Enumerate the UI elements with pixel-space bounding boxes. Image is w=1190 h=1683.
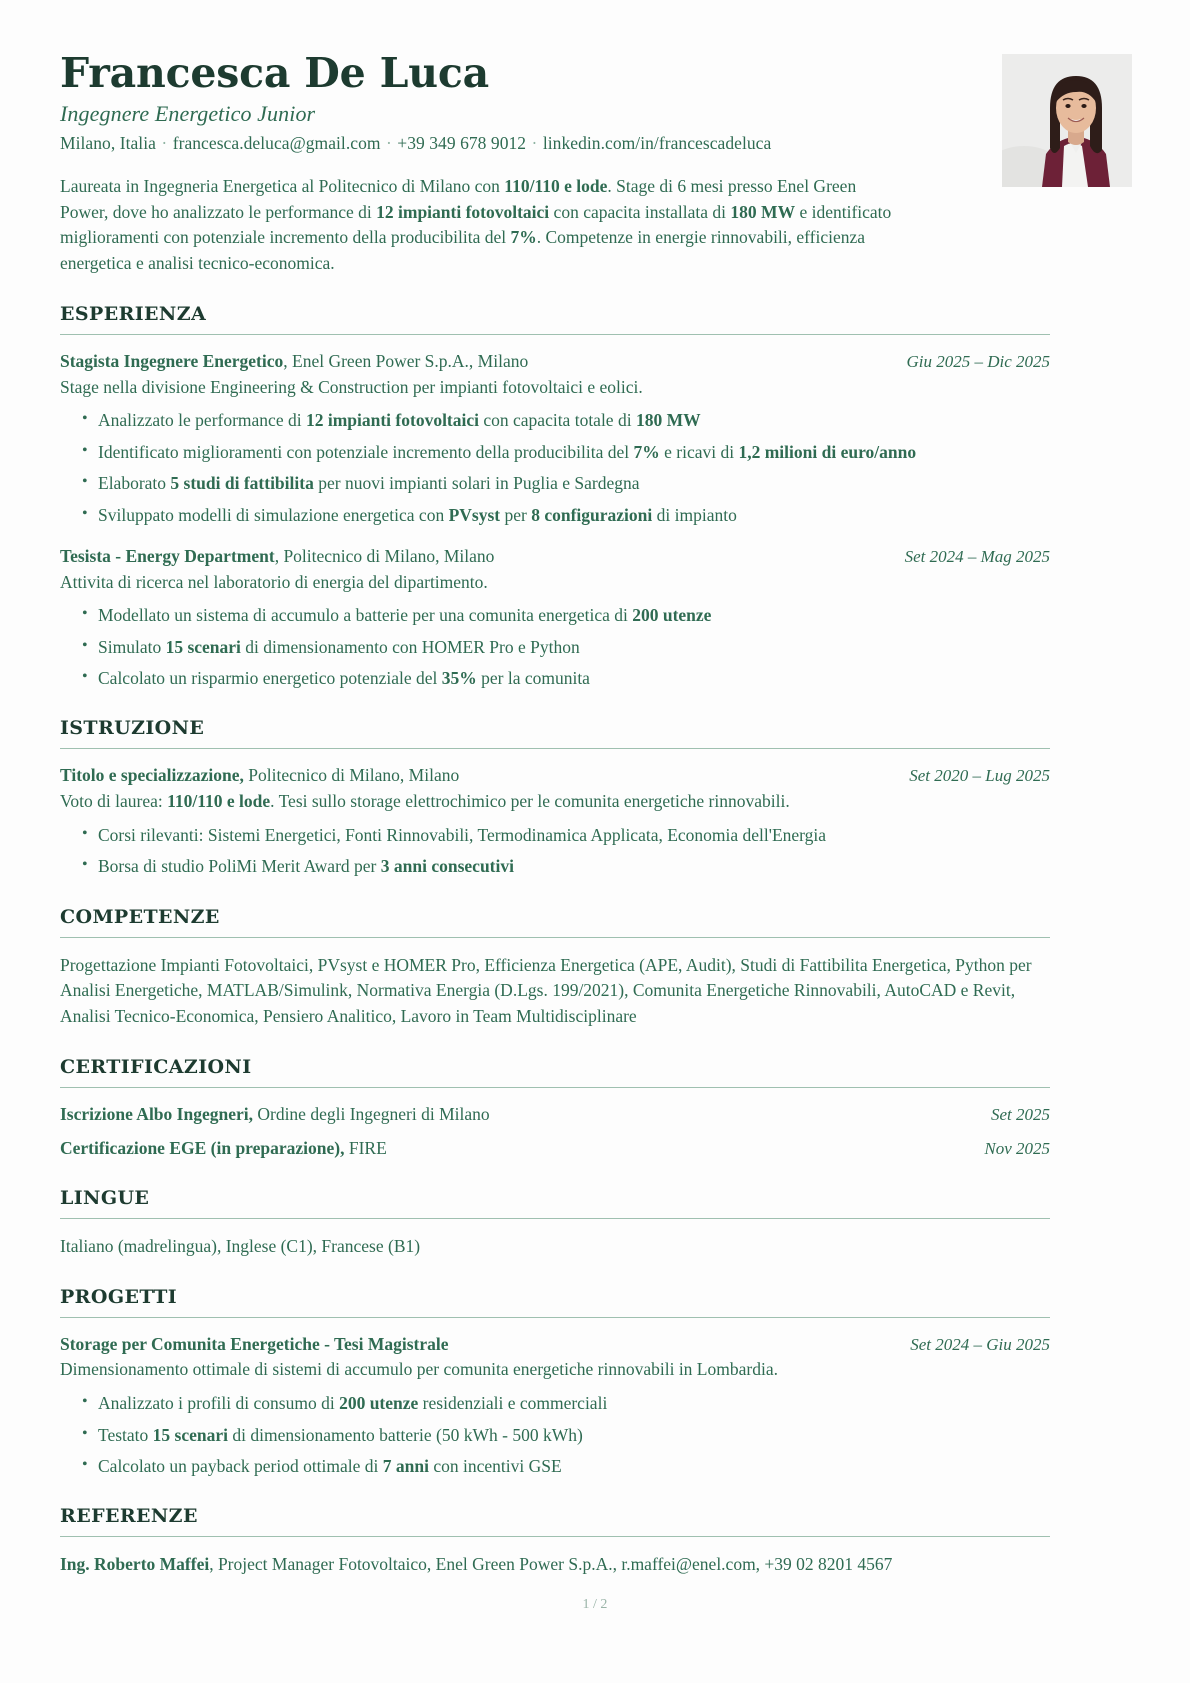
experience-entry bbox=[60, 545, 1050, 692]
bullet-item: • Identificato miglioramenti con potenziale incremento della producibilita del 7% e ricavi di 1,2 milioni di euro/anno bbox=[82, 440, 1050, 465]
bullet-item: • Elaborato 5 studi di fattibilita per nuovi impianti solari in Puglia e Sardegna bbox=[82, 471, 1050, 496]
bullet-item: • Sviluppato modelli di simulazione energetica con PVsyst per 8 configurazioni di impianto bbox=[82, 503, 1050, 528]
skills-text: Progettazione Impianti Fotovoltaici, PVsyst e HOMER Pro, Efficienza Energetica (APE, Audit), Studi di Fattibilita Energetica, Python per Analisi Energetiche, MATLAB/Simulink, Normativa Energia (D.Lgs. 199/2021), Comunita Energetiche Rinnovabili, AutoCAD e Revit, Analisi Tecnico-Economica, Pensiero Analitico, Lavoro in Team Multidisciplinare bbox=[60, 954, 1032, 1027]
section-title-competenze: COMPETENZE bbox=[60, 905, 220, 928]
section-lingue bbox=[60, 1187, 1050, 1260]
candidate-name: Francesca De Luca bbox=[60, 49, 489, 97]
entry-description: Stage nella divisione Engineering & Construction per impianti fotovoltaici e eolici. bbox=[60, 376, 643, 397]
project-entry bbox=[60, 1333, 1050, 1480]
section-istruzione bbox=[60, 717, 1050, 879]
reference-text: Ing. Roberto Maffei, Project Manager Fotovoltaico, Enel Green Power S.p.A., r.maffei@enel.com, +39 02 8201 4567 bbox=[60, 1554, 893, 1575]
section-title-esperienza: ESPERIENZA bbox=[60, 302, 207, 325]
entry-header bbox=[60, 1333, 1050, 1357]
entry-description: Dimensionamento ottimale di sistemi di accumulo per comunita energetiche rinnovabili in Lombardia. bbox=[60, 1359, 778, 1380]
entry-title: Stagista Ingegnere Energetico, Enel Green Power S.p.A., Milano bbox=[60, 350, 529, 371]
section-progetti bbox=[60, 1286, 1050, 1480]
entry-title: Titolo e specializzazione, Politecnico di Milano, Milano bbox=[60, 765, 460, 786]
section-title-istruzione: ISTRUZIONE bbox=[60, 717, 205, 740]
entry-title: Iscrizione Albo Ingegneri, Ordine degli Ingegneri di Milano bbox=[60, 1103, 490, 1124]
bullet-item: • Calcolato un payback period ottimale di 7 anni con incentivi GSE bbox=[82, 1454, 1050, 1479]
entry-date: Set 2025 bbox=[990, 1104, 1050, 1124]
section-competenze bbox=[60, 906, 1050, 1030]
section-referenze bbox=[60, 1505, 1050, 1578]
resume-header bbox=[60, 49, 1050, 277]
bullet-item: • Analizzato i profili di consumo di 200 utenze residenziali e commerciali bbox=[82, 1391, 1050, 1416]
entry-bullet-list bbox=[60, 823, 1050, 880]
bullet-item: • Corsi rilevanti: Sistemi Energetici, Fonti Rinnovabili, Termodinamica Applicata, Economia dell'Energia bbox=[82, 823, 1050, 848]
section-title-referenze: REFERENZE bbox=[60, 1505, 198, 1528]
entry-title: Storage per Comunita Energetiche - Tesi Magistrale bbox=[60, 1333, 449, 1354]
contact-email[interactable]: francesca.deluca@gmail.com bbox=[172, 133, 381, 154]
section-title-lingue: LINGUE bbox=[60, 1187, 150, 1210]
contact-line bbox=[60, 133, 1050, 154]
entry-header bbox=[60, 764, 1050, 788]
bullet-item: • Simulato 15 scenari di dimensionamento con HOMER Pro e Python bbox=[82, 635, 1050, 660]
section-divider bbox=[60, 748, 1050, 749]
entry-bullet-list bbox=[60, 1391, 1050, 1479]
section-divider bbox=[60, 1536, 1050, 1537]
entry-date: Nov 2025 bbox=[984, 1139, 1050, 1159]
entry-date: Set 2024 – Giu 2025 bbox=[910, 1334, 1050, 1354]
section-certificazioni bbox=[60, 1056, 1050, 1161]
entry-description: Attivita di ricerca nel laboratorio di energia del dipartimento. bbox=[60, 571, 488, 592]
entry-title: Tesista - Energy Department, Politecnico di Milano, Milano bbox=[60, 545, 495, 566]
section-title-progetti: PROGETTI bbox=[60, 1285, 178, 1308]
portrait-illustration bbox=[1002, 54, 1132, 187]
contact-linkedin[interactable]: linkedin.com/in/francescadeluca bbox=[542, 133, 772, 154]
section-divider bbox=[60, 334, 1050, 335]
entry-date: Giu 2025 – Dic 2025 bbox=[906, 351, 1050, 371]
section-esperienza bbox=[60, 303, 1050, 692]
page-indicator: 1 / 2 bbox=[582, 1597, 608, 1612]
bullet-item: • Modellato un sistema di accumulo a batterie per una comunita energetica di 200 utenze bbox=[82, 603, 1050, 628]
entry-bullet-list bbox=[60, 408, 1050, 528]
bullet-item: • Analizzato le performance di 12 impianti fotovoltaici con capacita totale di 180 MW bbox=[82, 408, 1050, 433]
bullet-item: • Borsa di studio PoliMi Merit Award per 3 anni consecutivi bbox=[82, 854, 1050, 879]
section-divider bbox=[60, 1218, 1050, 1219]
entry-description: Voto di laurea: 110/110 e lode. Tesi sullo storage elettrochimico per le comunita energetiche rinnovabili. bbox=[60, 791, 790, 812]
certification-entry bbox=[60, 1103, 1050, 1127]
profile-summary: Laureata in Ingegneria Energetica al Politecnico di Milano con 110/110 e lode. Stage di 6 mesi presso Enel Green Power, dove ho analizzato le performance di 12 impianti fotovoltaici con capacita installata di 180 MW e identificato miglioramenti con potenziale incremento della producibilita del 7%. Competenze in energie rinnovabili, efficienza energetica e analisi tecnico-economica. bbox=[60, 176, 892, 274]
section-divider bbox=[60, 937, 1050, 938]
section-title-certificazioni: CERTIFICAZIONI bbox=[60, 1055, 252, 1078]
contact-location: Milano, Italia bbox=[60, 133, 156, 154]
section-divider bbox=[60, 1317, 1050, 1318]
entry-title: Certificazione EGE (in preparazione), FIRE bbox=[60, 1138, 387, 1159]
entry-bullet-list bbox=[60, 603, 1050, 691]
entry-header bbox=[60, 350, 1050, 374]
entry-date: Set 2024 – Mag 2025 bbox=[904, 546, 1050, 566]
contact-phone[interactable]: +39 349 678 9012 bbox=[397, 133, 527, 154]
languages-text: Italiano (madrelingua), Inglese (C1), Francese (B1) bbox=[60, 1236, 421, 1257]
education-entry bbox=[60, 764, 1050, 879]
candidate-job-title: Ingegnere Energetico Junior bbox=[60, 101, 316, 127]
contact-separator: · bbox=[381, 133, 397, 154]
bullet-item: • Testato 15 scenari di dimensionamento batterie (50 kWh - 500 kWh) bbox=[82, 1423, 1050, 1448]
certification-entry bbox=[60, 1137, 1050, 1161]
entry-date: Set 2020 – Lug 2025 bbox=[909, 766, 1050, 786]
experience-entry bbox=[60, 350, 1050, 528]
entry-header bbox=[60, 545, 1050, 569]
bullet-item: • Calcolato un risparmio energetico potenziale del 35% per la comunita bbox=[82, 666, 1050, 691]
candidate-photo bbox=[1002, 54, 1132, 187]
section-divider bbox=[60, 1087, 1050, 1088]
contact-separator: · bbox=[527, 133, 542, 154]
contact-separator: · bbox=[156, 133, 172, 154]
